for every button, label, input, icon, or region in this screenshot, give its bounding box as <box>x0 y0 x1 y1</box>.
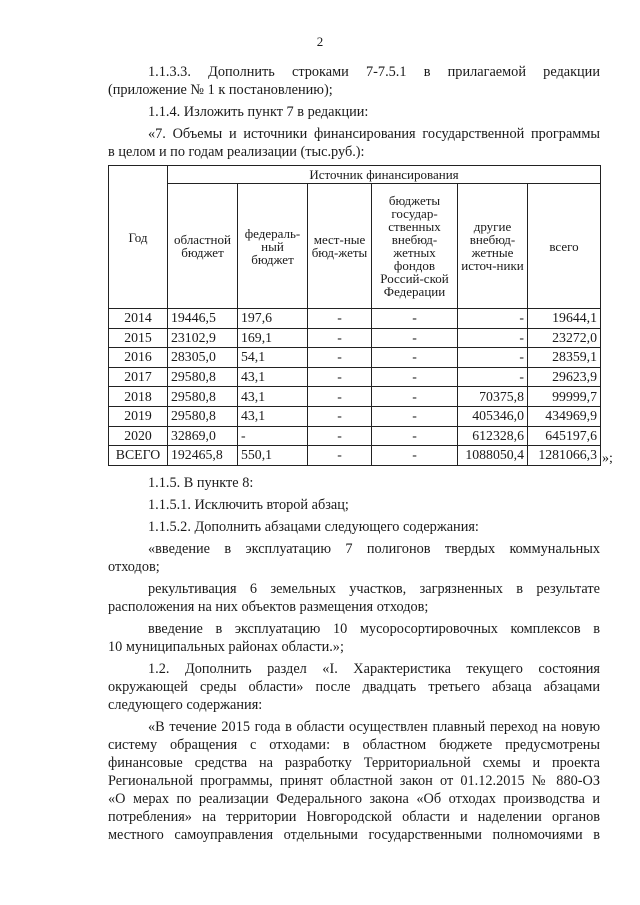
table-cell-funds: - <box>372 309 458 329</box>
paragraph-line: следующего содержания: <box>108 697 263 713</box>
table-cell-regional: 28305,0 <box>168 348 238 368</box>
table-cell-regional: 29580,8 <box>168 406 238 426</box>
table-cell-regional: 32869,0 <box>168 426 238 446</box>
table-cell-funds: - <box>372 446 458 466</box>
table-cell-year: 2014 <box>109 309 168 329</box>
table-cell-federal: 197,6 <box>238 309 308 329</box>
financing-source-header: Источник финансирования <box>168 166 601 184</box>
column-header: федераль-ный бюджет <box>238 184 308 309</box>
table-cell-total: 1281066,3 <box>528 446 601 466</box>
table-cell-year: 2018 <box>109 387 168 407</box>
table-closing-mark: »; <box>602 451 613 466</box>
paragraph-line: 1.1.3.3. Дополнить строками 7-7.5.1 в прилагаемой редакции <box>148 64 600 80</box>
table-cell-local: - <box>308 446 372 466</box>
table-row <box>109 406 601 426</box>
column-header: всего <box>528 184 601 309</box>
table-cell-federal: - <box>238 426 308 446</box>
table-cell-federal: 550,1 <box>238 446 308 466</box>
table-row <box>109 348 601 368</box>
table-cell-funds: - <box>372 328 458 348</box>
paragraph-line: рекультивация 6 земельных участков, загрязненных в результате <box>148 581 600 597</box>
table-row <box>109 387 601 407</box>
table-cell-local: - <box>308 367 372 387</box>
page-number: 2 <box>316 34 324 49</box>
table-cell-local: - <box>308 426 372 446</box>
table-cell-local: - <box>308 309 372 329</box>
column-header: мест-ные бюд-жеты <box>308 184 372 309</box>
table-row <box>109 367 601 387</box>
paragraph-line: отходов; <box>108 559 160 575</box>
table-cell-year: 2019 <box>109 406 168 426</box>
table-cell-federal: 169,1 <box>238 328 308 348</box>
table-cell-regional: 29580,8 <box>168 387 238 407</box>
column-header: областной бюджет <box>168 184 238 309</box>
table-cell-other: - <box>458 309 528 329</box>
table-cell-other: 612328,6 <box>458 426 528 446</box>
table-cell-other: 1088050,4 <box>458 446 528 466</box>
table-cell-total: 434969,9 <box>528 406 601 426</box>
table-cell-funds: - <box>372 348 458 368</box>
paragraph-line: 1.1.5.1. Исключить второй абзац; <box>148 497 349 513</box>
paragraph-line: «О мерах по реализации Федерального закона «Об отходах производства и <box>108 791 600 807</box>
table-cell-regional: 19446,5 <box>168 309 238 329</box>
table-cell-total: 645197,6 <box>528 426 601 446</box>
paragraph-line: расположения на них объектов размещения отходов; <box>108 599 429 615</box>
column-header: бюджеты государ-ственных внебюд-жетных фондов Россий-ской Федерации <box>372 184 458 309</box>
paragraph-line: в целом и по годам реализации (тыс.руб.): <box>108 144 365 160</box>
table-cell-funds: - <box>372 406 458 426</box>
paragraph-line: «В течение 2015 года в области осуществлен плавный переход на новую <box>148 719 600 735</box>
table-cell-local: - <box>308 348 372 368</box>
paragraph-line: окружающей среды области» после двадцать третьего абзаца абзацами <box>108 679 600 695</box>
paragraph-line: 1.2. Дополнить раздел «I. Характеристика текущего состояния <box>148 661 600 677</box>
table-row <box>109 426 601 446</box>
table-cell-regional: 192465,8 <box>168 446 238 466</box>
paragraph-line: введение в эксплуатацию 10 мусоросортировочных комплексов в <box>148 621 600 637</box>
table-cell-total: 99999,7 <box>528 387 601 407</box>
paragraph-line: 1.1.5. В пункте 8: <box>148 475 254 491</box>
paragraph-line: «введение в эксплуатацию 7 полигонов твердых коммунальных <box>148 541 600 557</box>
column-header: другие внебюд-жетные источ-ники <box>458 184 528 309</box>
paragraph-line: 10 муниципальных районах области.»; <box>108 639 344 655</box>
table-cell-year: ВСЕГО <box>109 446 168 466</box>
table-cell-regional: 23102,9 <box>168 328 238 348</box>
table-row <box>109 446 601 466</box>
table-cell-year: 2020 <box>109 426 168 446</box>
paragraph-line: финансовые средства на разработку Территориальной схемы и проекта <box>108 755 600 771</box>
table-cell-federal: 43,1 <box>238 367 308 387</box>
paragraph-line: 1.1.5.2. Дополнить абзацами следующего содержания: <box>148 519 479 535</box>
paragraph-line: потребления» на территории Новгородской области и наделении органов <box>108 809 600 825</box>
paragraph-line: «7. Объемы и источники финансирования государственной программы <box>148 126 600 142</box>
table-cell-local: - <box>308 406 372 426</box>
table-cell-funds: - <box>372 367 458 387</box>
paragraph-line: 1.1.4. Изложить пункт 7 в редакции: <box>148 104 369 120</box>
table-cell-other: 70375,8 <box>458 387 528 407</box>
table-cell-federal: 54,1 <box>238 348 308 368</box>
table-cell-total: 23272,0 <box>528 328 601 348</box>
table-cell-other: - <box>458 367 528 387</box>
table-cell-local: - <box>308 328 372 348</box>
paragraph-line: местного самоуправления отдельными государственными полномочиями в <box>108 827 600 843</box>
table-cell-other: - <box>458 348 528 368</box>
table-row <box>109 309 601 329</box>
year-column-header: Год <box>109 166 168 309</box>
paragraph-line: систему обращения с отходами: в областном бюджете предусмотрены <box>108 737 600 753</box>
table-cell-federal: 43,1 <box>238 387 308 407</box>
table-cell-total: 19644,1 <box>528 309 601 329</box>
table-cell-total: 29623,9 <box>528 367 601 387</box>
table-cell-local: - <box>308 387 372 407</box>
table-cell-funds: - <box>372 387 458 407</box>
table-cell-year: 2017 <box>109 367 168 387</box>
table-cell-other: - <box>458 328 528 348</box>
table-cell-year: 2015 <box>109 328 168 348</box>
table-cell-other: 405346,0 <box>458 406 528 426</box>
paragraph-line: (приложение № 1 к постановлению); <box>108 82 333 98</box>
table-cell-funds: - <box>372 426 458 446</box>
table-cell-year: 2016 <box>109 348 168 368</box>
table-row <box>109 328 601 348</box>
table-cell-federal: 43,1 <box>238 406 308 426</box>
financing-table <box>108 165 601 466</box>
paragraph-line: Региональной программы, принят областной закон от 01.12.2015 № 880-ОЗ <box>108 773 600 789</box>
table-cell-total: 28359,1 <box>528 348 601 368</box>
table-cell-regional: 29580,8 <box>168 367 238 387</box>
